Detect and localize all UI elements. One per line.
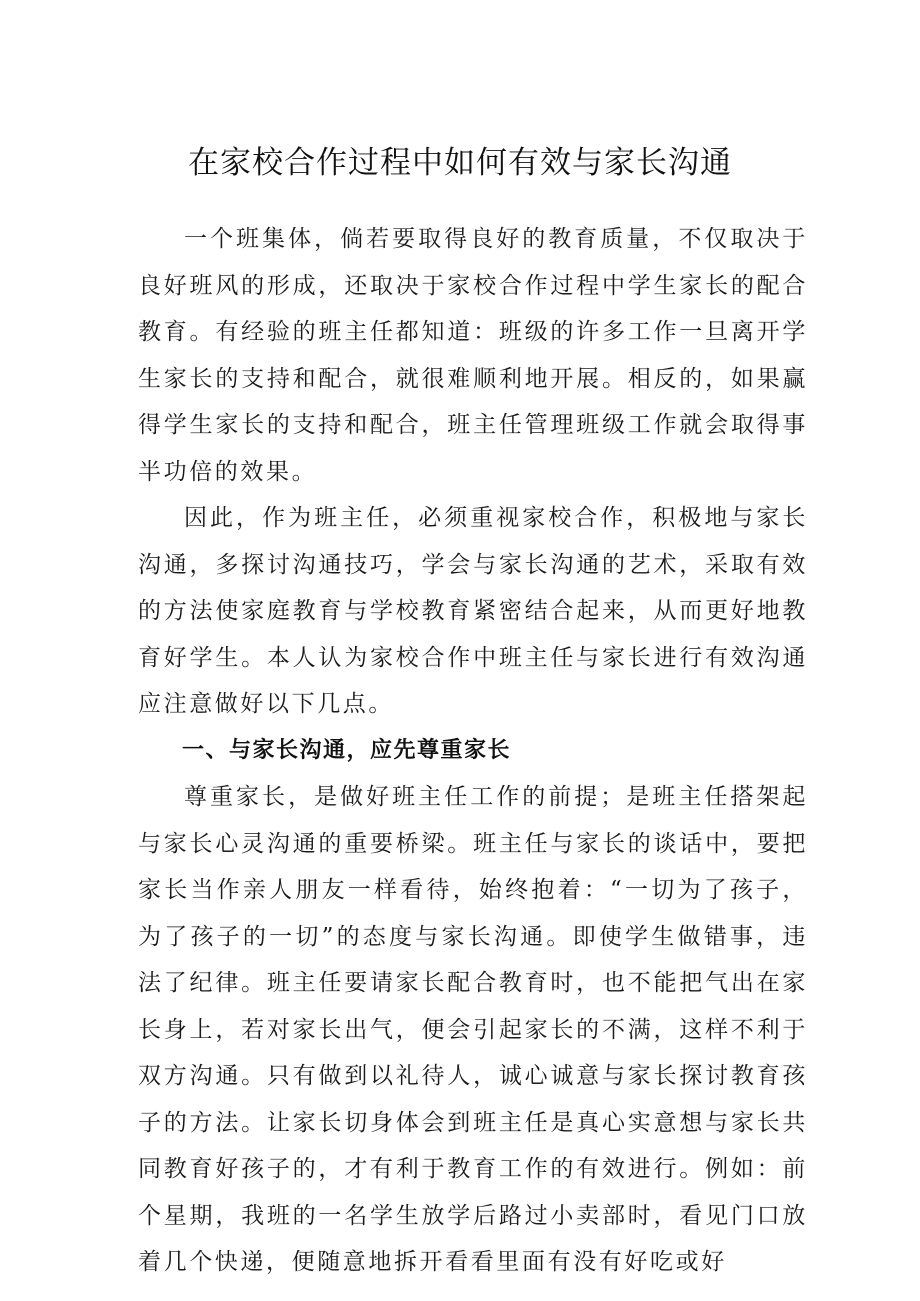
paragraph-respect-parents: 尊重家长，是做好班主任工作的前提；是班主任搭架起与家长心灵沟通的重要桥梁。班主任与家长的谈话中，要把家长当作亲人朋友一样看待，始终抱着：“一切为了孩子，为了孩子的一切”的态度与家长沟通。即使学生做错事，违法了纪律。班主任要请家长配合教育时，也不能把气出在家长身上，若对家长出气，便会引起家长的不满，这样不利于双方沟通。只有做到以礼待人，诚心诚意与家长探讨教育孩子的方法。让家长切身体会到班主任是真心实意想与家长共同教育好孩子的，才有利于教育工作的有效进行。例如：前个星期，我班的一名学生放学后路过小卖部时，看见门口放着几个快递，便随意地拆开看看里面有没有好吃或好	[138, 784, 808, 1275]
paragraph-therefore: 因此，作为班主任，必须重视家校合作，积极地与家长沟通，多探讨沟通技巧，学会与家长沟通的艺术，采取有效的方法使家庭教育与学校教育紧密结合起来，从而更好地教育好学生。本人认为家校合作中班主任与家长进行有效沟通应注意做好以下几点。	[138, 505, 808, 717]
paragraph-intro: 一个班集体，倘若要取得良好的教育质量，不仅取决于良好班风的形成，还取决于家校合作过程中学生家长的配合教育。有经验的班主任都知道：班级的许多工作一旦离开学生家长的支持和配合，就很难顺利地开展。相反的，如果赢得学生家长的支持和配合，班主任管理班级工作就会取得事半功倍的效果。	[138, 226, 808, 485]
section-heading: 一、与家长沟通，应先尊重家长	[182, 737, 512, 763]
document-body	[138, 216, 808, 1286]
document-title: 在家校合作过程中如何有效与家长沟通	[188, 145, 732, 181]
